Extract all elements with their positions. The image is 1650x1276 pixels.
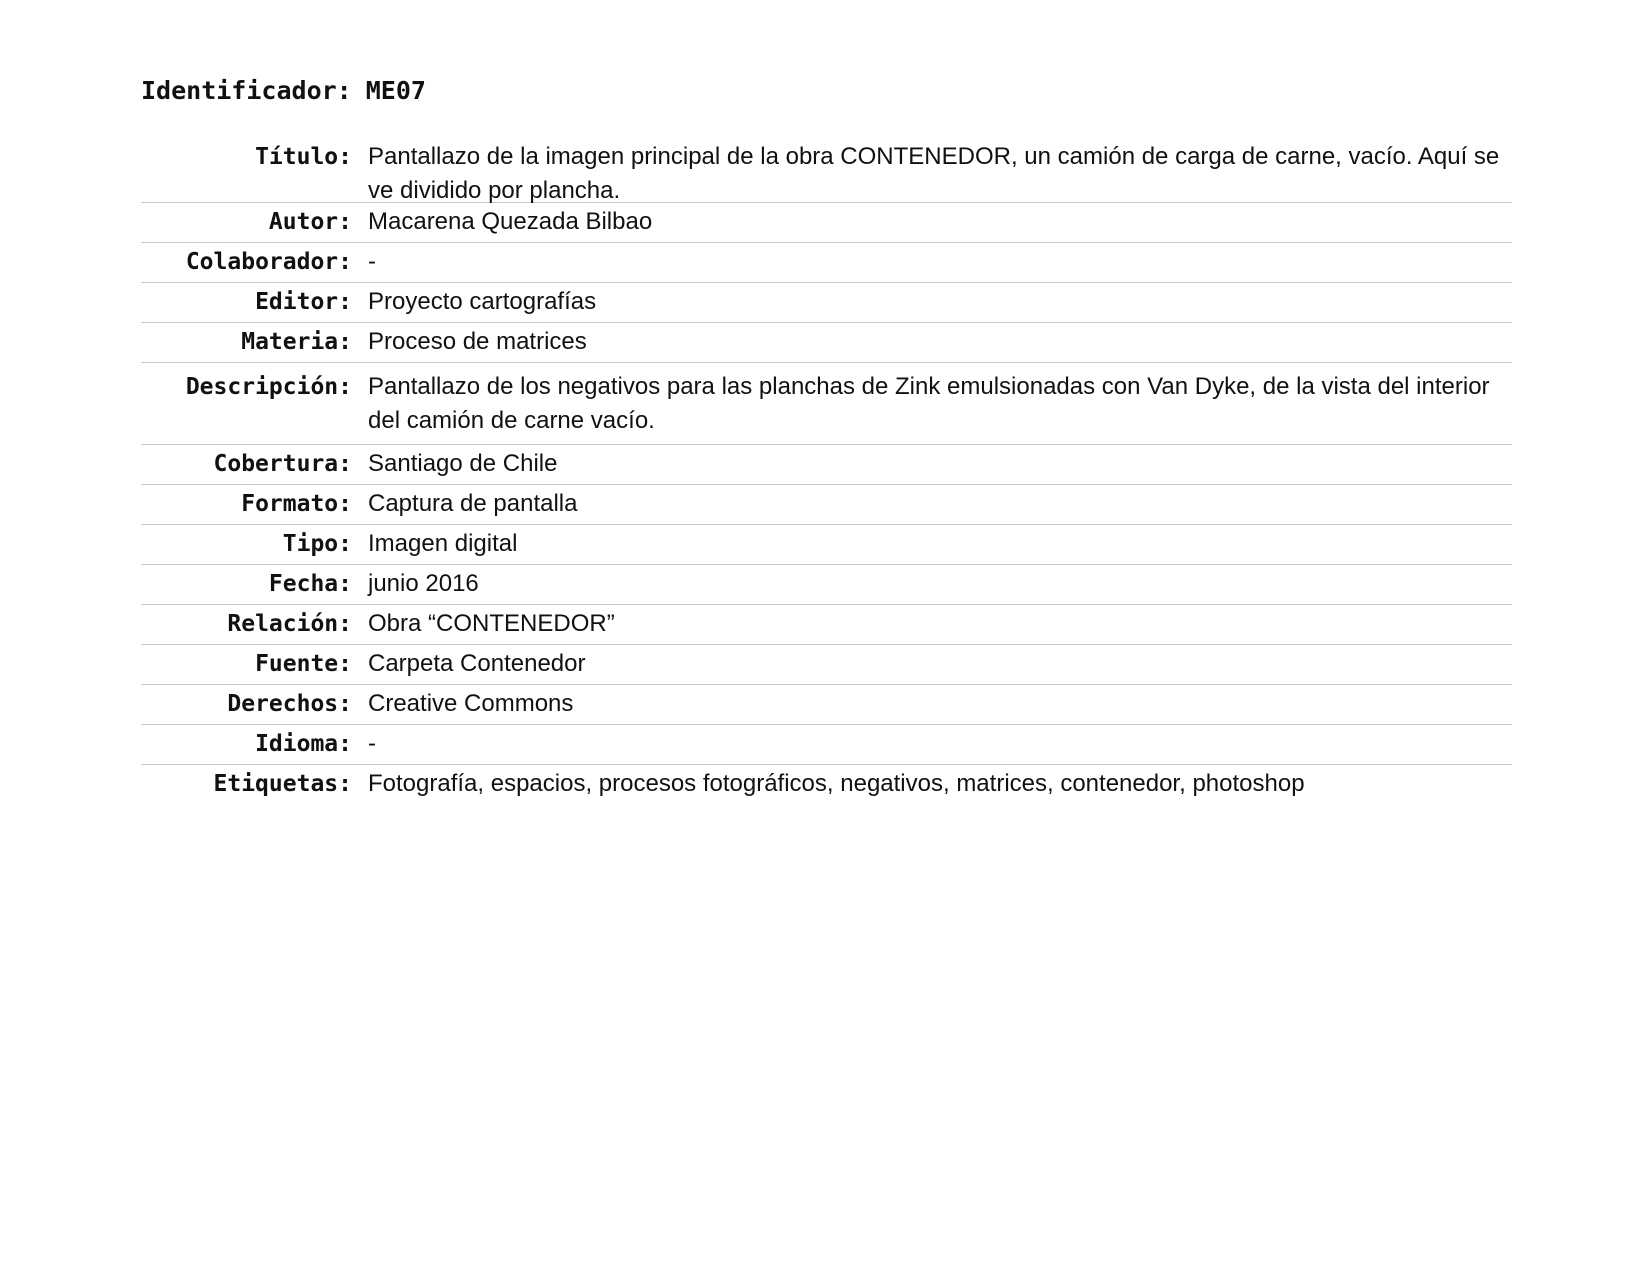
field-value: Creative Commons xyxy=(368,690,574,717)
field-row-etiquetas xyxy=(141,765,1512,805)
field-value: Imagen digital xyxy=(368,530,518,557)
field-label: Formato: xyxy=(241,491,352,517)
field-value: - xyxy=(368,730,376,757)
field-label: Colaborador: xyxy=(185,249,352,275)
field-value: Carpeta Contenedor xyxy=(368,650,586,677)
field-value: - xyxy=(368,248,376,275)
field-row-editor xyxy=(141,283,1512,323)
field-label: Fuente: xyxy=(255,651,352,677)
field-label: Fecha: xyxy=(268,571,352,597)
field-label: Autor: xyxy=(268,209,352,235)
identifier-value: ME07 xyxy=(365,76,426,105)
field-value: Captura de pantalla xyxy=(368,490,578,517)
field-row-relacion xyxy=(141,605,1512,645)
field-value: junio 2016 xyxy=(368,570,479,597)
field-row-cobertura xyxy=(141,445,1512,485)
metadata-record xyxy=(141,74,1512,805)
identifier-line xyxy=(141,74,1512,108)
field-value: Macarena Quezada Bilbao xyxy=(368,208,653,235)
field-row-materia xyxy=(141,323,1512,363)
field-value: Proyecto cartografías xyxy=(368,288,597,315)
field-value: Obra “CONTENEDOR” xyxy=(368,610,615,637)
field-label: Etiquetas: xyxy=(213,771,352,797)
field-label: Derechos: xyxy=(227,691,352,717)
field-row-idioma xyxy=(141,725,1512,765)
field-row-tipo xyxy=(141,525,1512,565)
field-row-colaborador xyxy=(141,243,1512,283)
field-row-fecha xyxy=(141,565,1512,605)
field-value: Proceso de matrices xyxy=(368,328,587,355)
field-row-titulo xyxy=(141,140,1512,203)
field-label: Título: xyxy=(255,144,352,170)
field-label: Relación: xyxy=(227,611,352,637)
field-value: Santiago de Chile xyxy=(368,450,558,477)
field-row-autor xyxy=(141,203,1512,243)
field-label: Materia: xyxy=(241,329,352,355)
identifier-label: Identificador: xyxy=(141,76,352,105)
field-label: Editor: xyxy=(255,289,352,315)
field-row-fuente xyxy=(141,645,1512,685)
field-label: Idioma: xyxy=(255,731,352,757)
field-label: Descripción: xyxy=(185,374,352,400)
field-value: Pantallazo de la imagen principal de la obra CONTENEDOR, un camión de carga de carne, vacío. Aquí se ve dividido por plancha. xyxy=(368,143,1500,204)
field-value: Fotografía, espacios, procesos fotográficos, negativos, matrices, contenedor, photoshop xyxy=(368,770,1305,797)
field-row-formato xyxy=(141,485,1512,525)
field-value: Pantallazo de los negativos para las planchas de Zink emulsionadas con Van Dyke, de la vista del interior del camión de carne vacío. xyxy=(368,373,1490,434)
field-row-derechos xyxy=(141,685,1512,725)
field-row-descripcion xyxy=(141,363,1512,445)
field-label: Tipo: xyxy=(282,531,352,557)
field-label: Cobertura: xyxy=(213,451,352,477)
